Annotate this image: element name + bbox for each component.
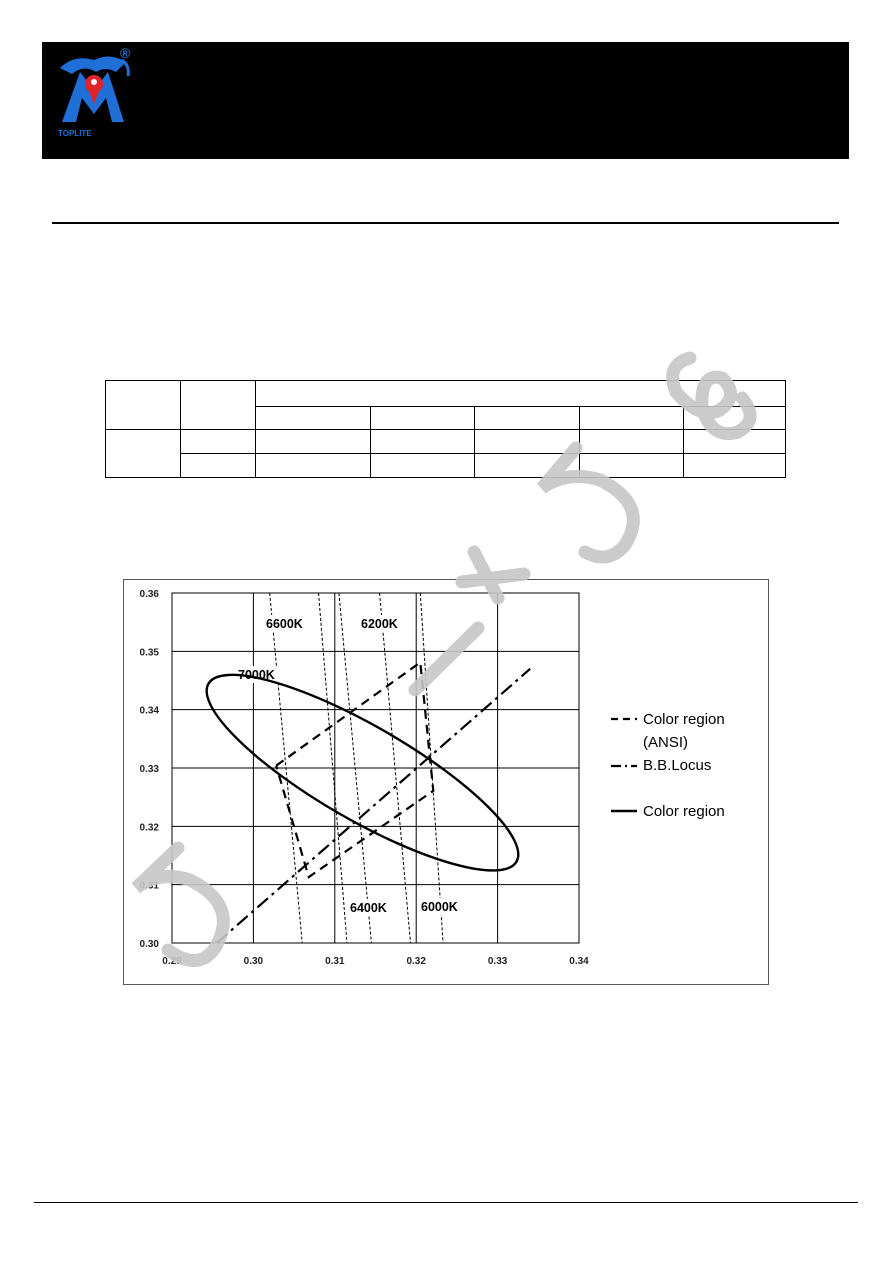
bottom-divider [34,1202,858,1203]
table-cell [371,454,475,478]
x-tick-label: 0.31 [325,956,345,967]
y-tick-label: 0.30 [139,939,159,950]
table-cell [371,430,475,454]
table-cell [106,381,181,430]
table-cell [475,407,580,430]
y-tick-label: 0.35 [139,647,159,659]
table-cell [684,430,786,454]
top-divider [52,222,839,224]
table-cell [256,381,786,407]
table-cell [256,407,371,430]
table-cell [580,407,684,430]
chromaticity-chart [123,579,769,985]
table-cell [475,454,580,478]
y-tick-label: 0.31 [139,880,159,892]
header-bar [42,42,849,159]
cct-label: 7000K [238,668,275,682]
x-tick-label: 0.33 [487,956,508,967]
table-cell [580,454,684,478]
x-tick-label: 0.34 [569,956,589,967]
y-tick-label: 0.32 [139,822,159,834]
cct-label: 6000K [421,900,458,914]
table-cell [684,454,786,478]
cct-label: 6200K [361,617,398,631]
y-tick-label: 0.33 [139,764,159,775]
table-cell [580,430,684,454]
registered-mark: ® [120,45,131,61]
y-tick-label: 0.36 [139,589,159,600]
table-cell [475,430,580,454]
legend-label-ansi-2: (ANSI) [643,734,688,751]
cct-label: 6600K [266,617,303,631]
x-tick-label: 0.30 [243,956,264,967]
cct-label: 6400K [350,901,387,915]
table-cell [181,381,256,430]
table-cell [684,407,786,430]
table-cell [371,407,475,430]
table-cell [181,430,256,454]
y-tick-label: 0.34 [139,705,159,717]
spec-table [105,380,786,478]
legend-label-locus: B.B.Locus [643,757,712,774]
legend-label-ansi: Color region [643,711,725,728]
x-tick-label: 0.32 [406,956,426,967]
table-cell [106,430,181,478]
legend-label-region: Color region [643,803,725,820]
table-cell [181,454,256,478]
x-tick-label: 0.29 [162,956,182,967]
table-cell [256,430,371,454]
table-cell [256,454,371,478]
logo-text: TOPLITE [58,129,92,138]
ansi-region-polygon [276,662,433,877]
chart-canvas [124,580,768,984]
